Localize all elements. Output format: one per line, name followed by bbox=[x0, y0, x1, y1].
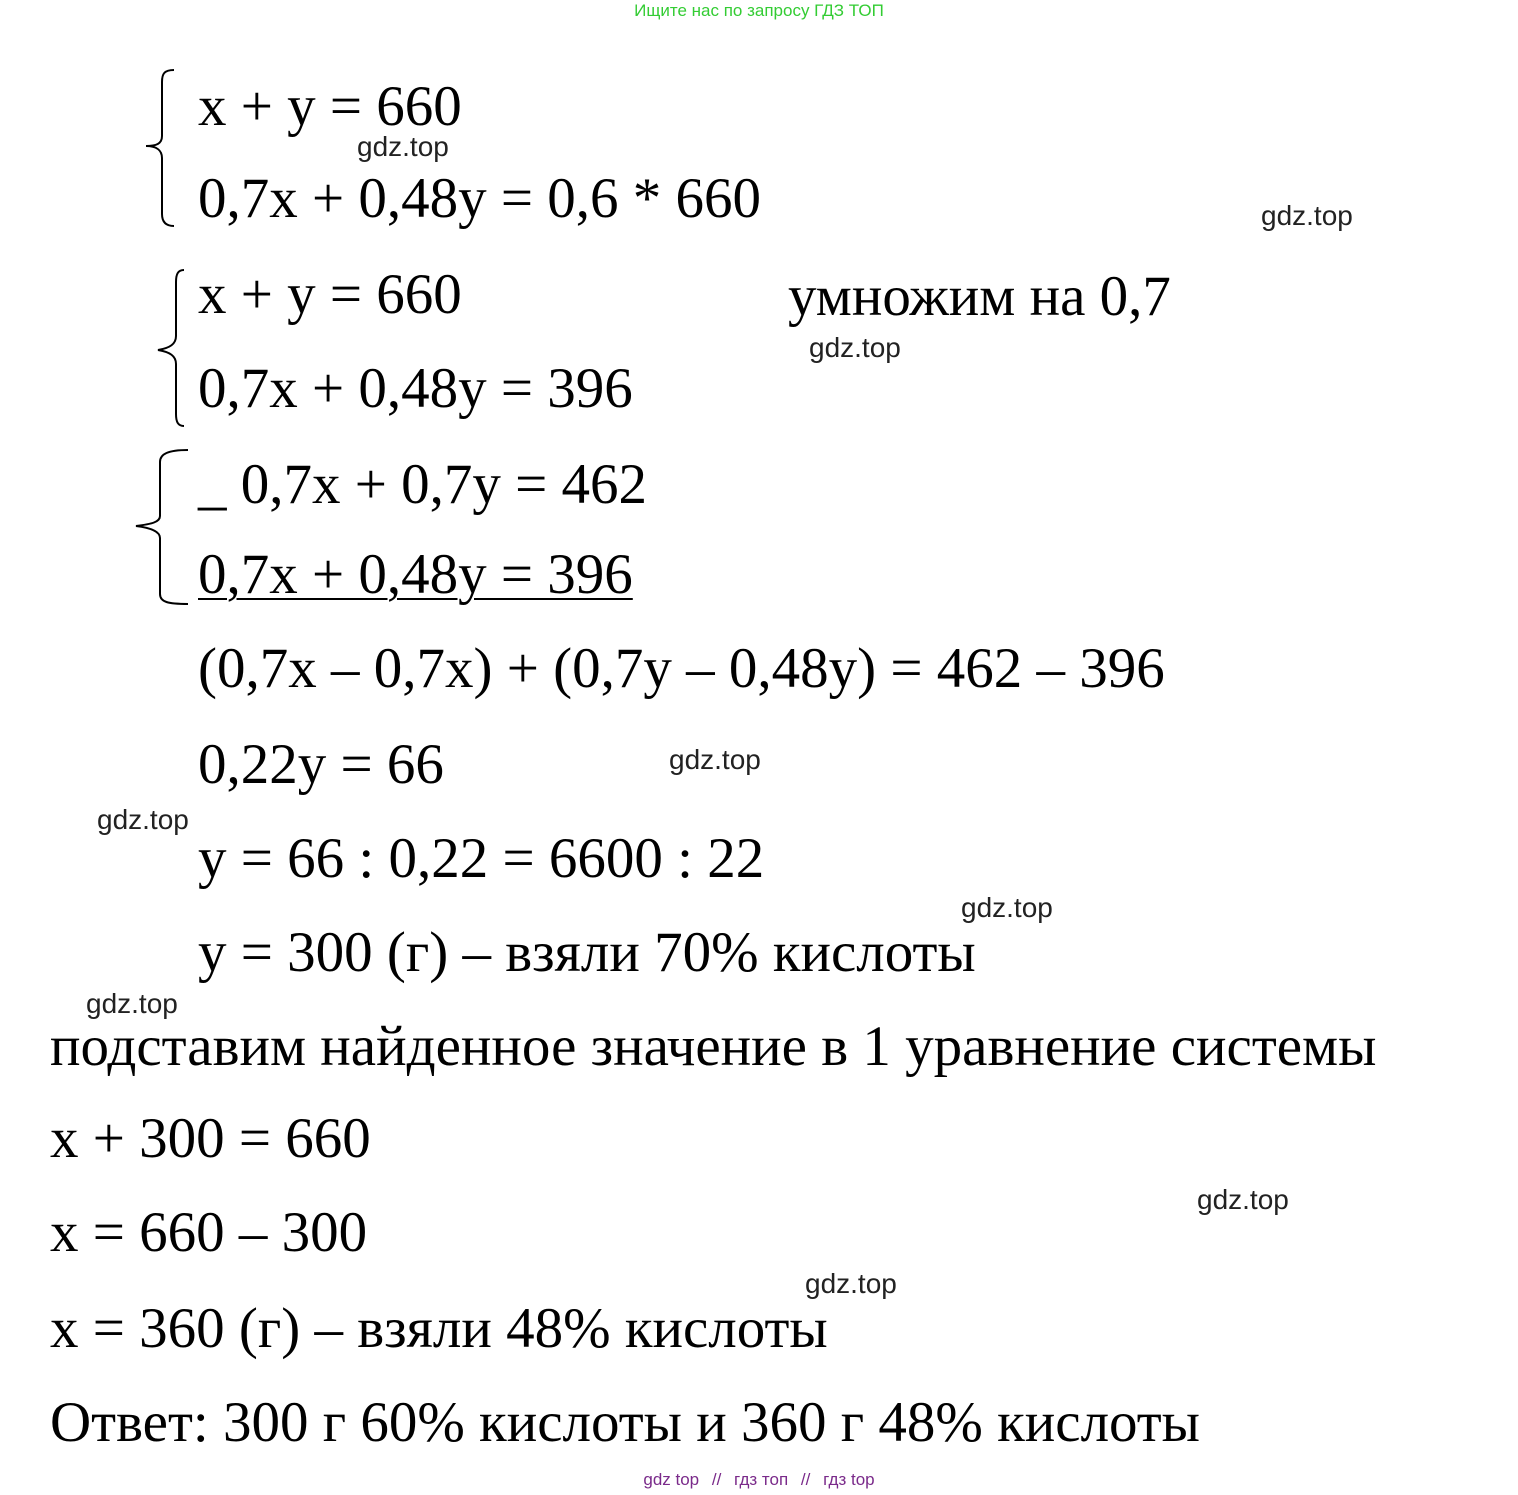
footer-link-2[interactable]: гдз топ bbox=[734, 1470, 789, 1489]
final-step-3: x = 360 (г) – взяли 48% кислоты bbox=[50, 1297, 828, 1360]
system-3-equation-1: _ 0,7x + 0,7y = 462 bbox=[198, 453, 648, 516]
system-3-brace bbox=[132, 446, 192, 610]
footer-separator: // bbox=[800, 1470, 811, 1489]
final-step-1: x + 300 = 660 bbox=[50, 1107, 371, 1170]
footer-link-1[interactable]: gdz top bbox=[643, 1470, 700, 1489]
system-2-equation-2: 0,7x + 0,48y = 396 bbox=[198, 357, 633, 420]
step-y-division: y = 66 : 0,22 = 6600 : 22 bbox=[198, 827, 765, 890]
watermark: gdz.top bbox=[357, 131, 449, 162]
search-banner: Ищите нас по запросу ГДЗ ТОП bbox=[634, 1, 884, 20]
answer: Ответ: 300 г 60% кислоты и 360 г 48% кислоты bbox=[50, 1391, 1200, 1454]
multiply-note: умножим на 0,7 bbox=[788, 265, 1171, 328]
footer-link-3[interactable]: гдз top bbox=[823, 1470, 875, 1489]
footer-links bbox=[0, 1470, 1518, 1490]
watermark: gdz.top bbox=[809, 332, 901, 363]
system-2-brace bbox=[150, 266, 190, 430]
substitution-text: подставим найденное значение в 1 уравнение системы bbox=[50, 1015, 1377, 1078]
footer-separator: // bbox=[711, 1470, 722, 1489]
step-subtraction: (0,7x – 0,7x) + (0,7y – 0,48y) = 462 – 396 bbox=[198, 637, 1165, 700]
system-3-equation-2: 0,7x + 0,48y = 396 bbox=[198, 543, 633, 606]
watermark: gdz.top bbox=[97, 804, 189, 835]
watermark: gdz.top bbox=[805, 1268, 897, 1299]
system-1-equation-1: x + y = 660 bbox=[198, 75, 462, 138]
watermark: gdz.top bbox=[961, 892, 1053, 923]
watermark: gdz.top bbox=[1261, 200, 1353, 231]
system-1-equation-2: 0,7x + 0,48y = 0,6 * 660 bbox=[198, 167, 762, 230]
watermark: gdz.top bbox=[86, 988, 178, 1019]
step-y-result: y = 300 (г) – взяли 70% кислоты bbox=[198, 921, 976, 984]
system-1-brace bbox=[140, 66, 180, 230]
system-2-equation-1: x + y = 660 bbox=[198, 263, 462, 326]
final-step-2: x = 660 – 300 bbox=[50, 1201, 368, 1264]
watermark: gdz.top bbox=[1197, 1184, 1289, 1215]
step-y-equation: 0,22y = 66 bbox=[198, 733, 444, 796]
watermark: gdz.top bbox=[669, 744, 761, 775]
